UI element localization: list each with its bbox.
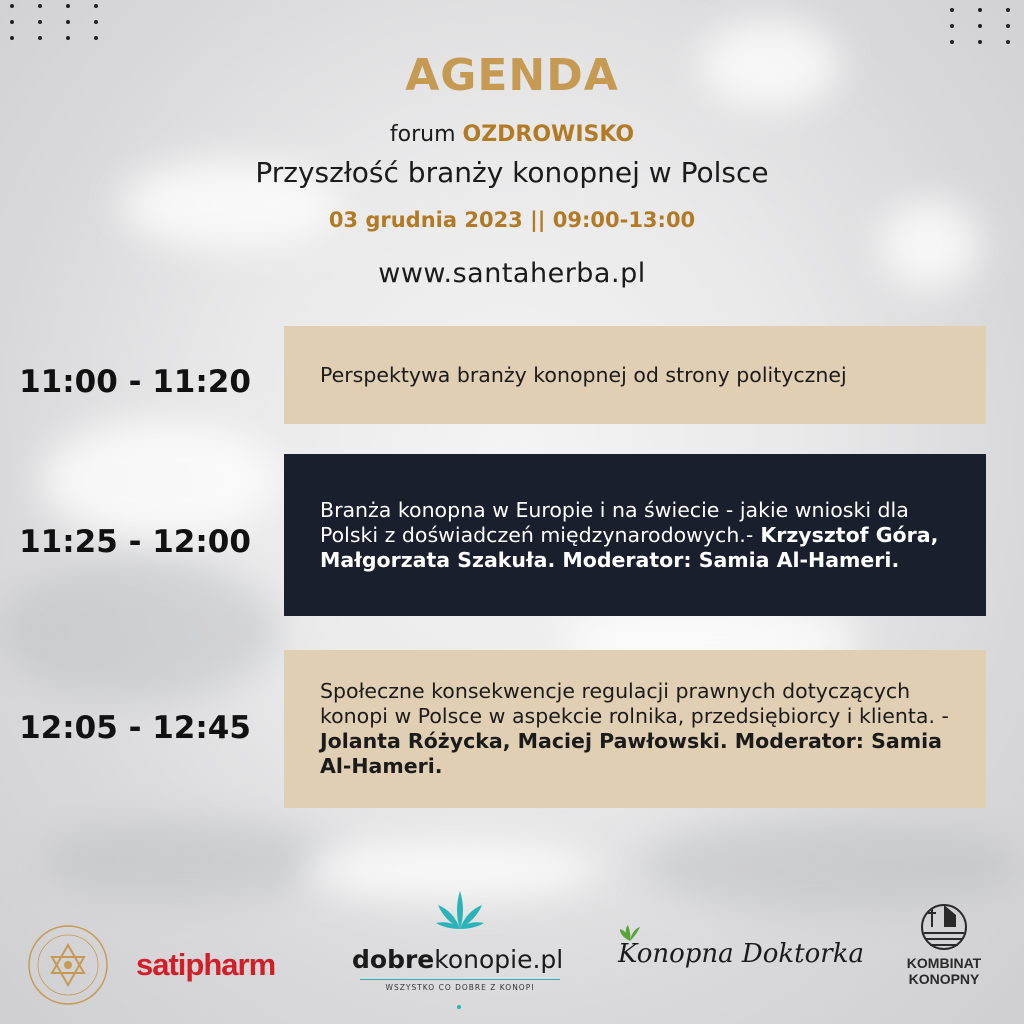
agenda-time-1: 11:00 - 11:20	[19, 364, 251, 400]
konopna-doktorka-logo: Konopna Doktorka	[618, 939, 864, 969]
dobrekonopie-logo	[352, 945, 563, 974]
agenda-item-2-speakers: Krzysztof Góra, Małgorzata Szakuła. Moderator: Samia Al-Hameri.	[320, 522, 939, 572]
forum-brand: OZDROWISKO	[462, 122, 635, 147]
forum-name	[0, 122, 1024, 147]
kombinat-line-2: KONOPNY	[908, 971, 980, 987]
agenda-item-3-text: Społeczne konsekwencje regulacji prawnych dotyczących konopi w Polsce w aspekcie rolnika, przedsiębiorcy i klienta. -	[320, 679, 949, 728]
kombinat-house-icon	[914, 897, 974, 951]
website-link[interactable]: www.santaherba.pl	[378, 258, 646, 289]
sponsor-logos	[0, 895, 1024, 1015]
ozdrowisko-seal-icon	[26, 923, 110, 1007]
event-date: 03 grudnia 2023 || 09:00-13:00	[328, 208, 696, 232]
cannabis-leaf-icon	[434, 889, 486, 931]
dobrekonopie-tagline: WSZYSTKO CO DOBRE Z KONOPI	[385, 983, 535, 992]
agenda-item-1	[284, 326, 986, 424]
dobrekonopie-bold: dobre	[352, 945, 435, 974]
dot-grid-top-left	[10, 4, 108, 40]
event-subtitle: Przyszłość branży konopnej w Polsce	[255, 156, 769, 189]
kombinat-konopny-logo	[900, 955, 988, 987]
agenda-time-3: 12:05 - 12:45	[19, 710, 251, 746]
agenda-item-1-text: Perspektywa branży konopnej od strony politycznej	[320, 362, 847, 387]
kombinat-line-1: KOMBINAT	[906, 955, 982, 971]
page-title: AGENDA	[405, 50, 619, 101]
agenda-item-2-text: Branża konopna w Europie i na świecie - jakie wnioski dla Polski z doświadczeń międzynarodowych.-	[320, 497, 909, 547]
agenda-item-3-speakers: Jolanta Różycka, Maciej Pawłowski. Moderator: Samia Al-Hameri.	[320, 729, 942, 778]
dobrekonopie-dot	[457, 1005, 461, 1009]
dobrekonopie-rest: konopie.pl	[434, 945, 564, 974]
agenda-item-3	[284, 650, 986, 808]
dobrekonopie-divider	[360, 979, 560, 980]
satipharm-logo: satipharm	[136, 947, 276, 982]
dot-grid-top-right	[950, 8, 1024, 44]
forum-prefix: forum	[389, 122, 456, 147]
agenda-item-2	[284, 454, 986, 616]
agenda-time-2: 11:25 - 12:00	[19, 524, 251, 560]
